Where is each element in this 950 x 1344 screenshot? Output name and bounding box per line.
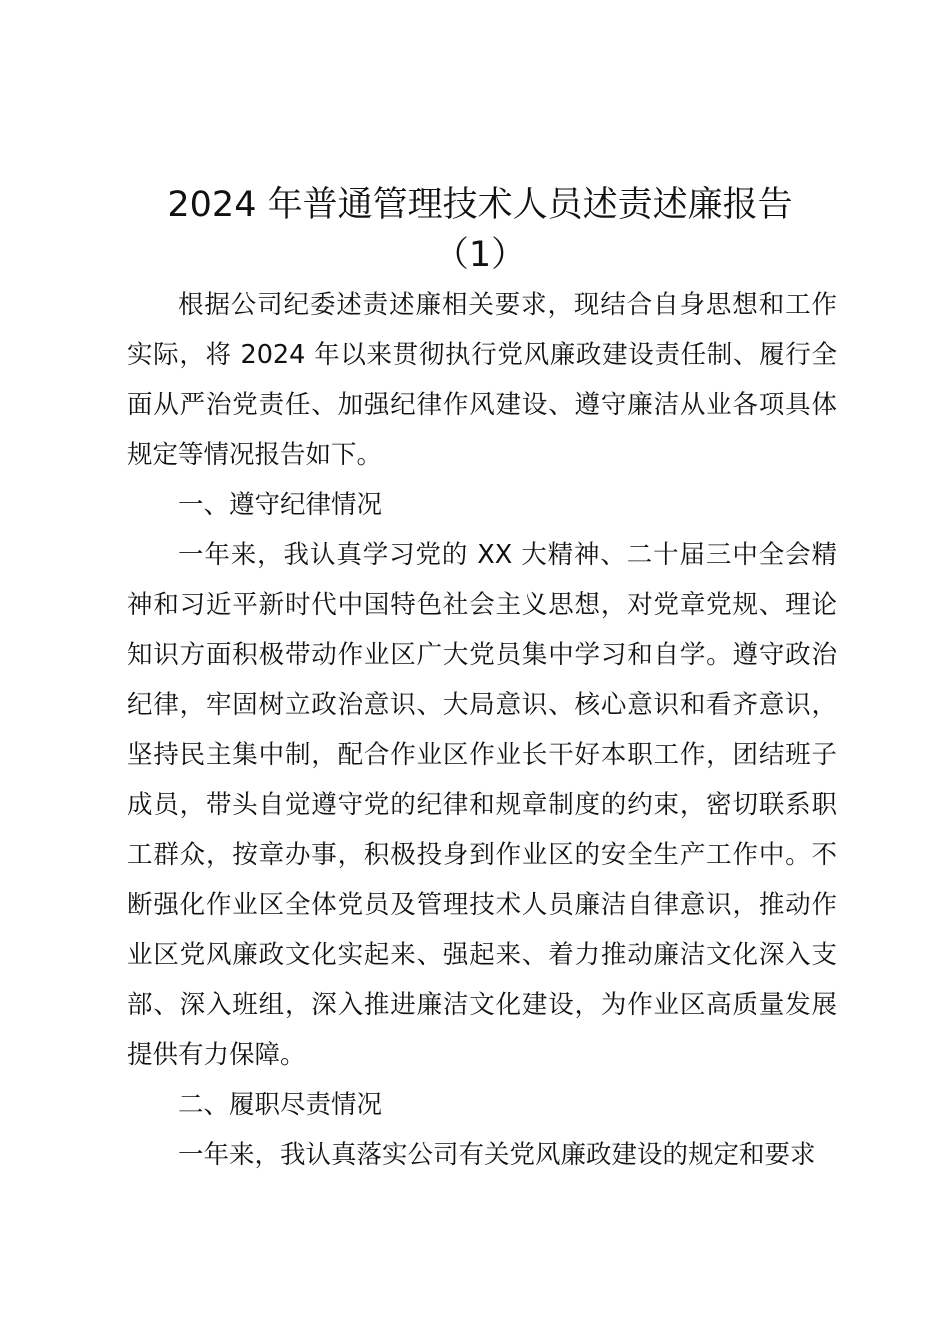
document-title: 2024 年普通管理技术人员述责述廉报告 bbox=[167, 185, 793, 225]
intro-paragraph: 根据公司纪委述责述廉相关要求，现结合自身思想和工作实际，将 2024 年以来贯彻执行党风廉政建设责任制、履行全面从严治党责任、加强纪律作风建设、遵守廉洁从业各项具体规定等情况报告如下。 bbox=[127, 290, 837, 470]
section-paragraph-discipline: 一年来，我认真学习党的 XX 大精神、二十届三中全会精神和习近平新时代中国特色社会主义思想，对党章党规、理论知识方面积极带动作业区广大党员集中学习和自学。遵守政治纪律，牢固树立政治意识、大局意识、核心意识和看齐意识，坚持民主集中制，配合作业区作业长干好本职工作，团结班子成员，带头自觉遵守党的纪律和规章制度的约束，密切联系职工群众，按章办事，积极投身到作业区的安全生产工作中。不断强化作业区全体党员及管理技术人员廉洁自律意识，推动作业区党风廉政文化实起来、强起来、着力推动廉洁文化深入支部、深入班组，深入推进廉洁文化建设，为作业区高质量发展提供有力保障。 bbox=[127, 540, 837, 1070]
section-heading-duty: 二、履职尽责情况 bbox=[178, 1090, 383, 1120]
section-paragraph-duty: 一年来，我认真落实公司有关党风廉政建设的规定和要求 bbox=[178, 1140, 816, 1170]
section-heading-discipline: 一、遵守纪律情况 bbox=[178, 490, 383, 520]
document-body bbox=[127, 280, 837, 1180]
document-title-number: （1） bbox=[433, 235, 527, 275]
